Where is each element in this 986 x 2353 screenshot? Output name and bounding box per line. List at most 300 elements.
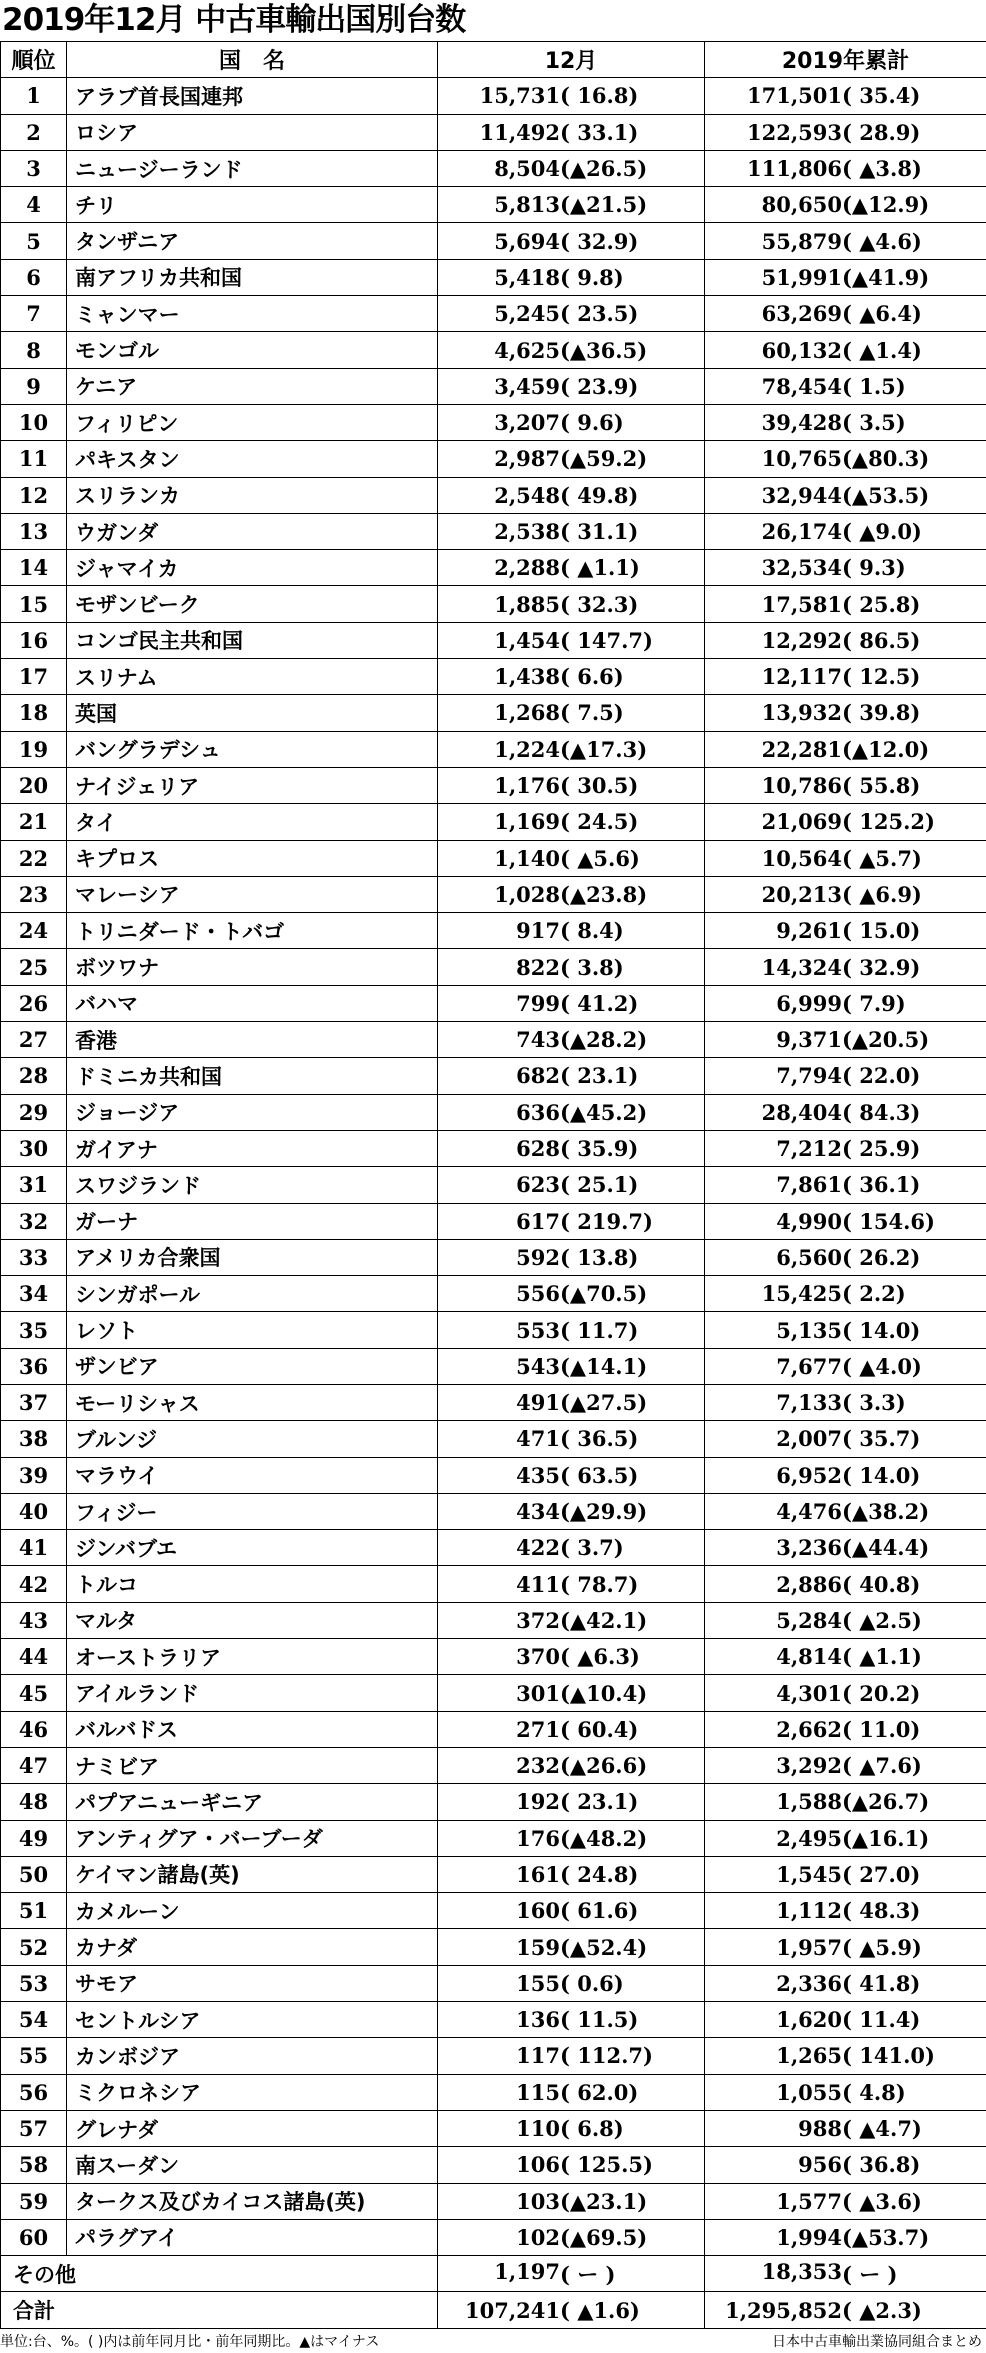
month-cell — [438, 1457, 705, 1493]
rank-cell: 30 — [1, 1130, 67, 1166]
ytd-value: 10,786 — [761, 773, 842, 799]
month-value: 11,492 — [479, 119, 560, 145]
ytd-value: 5,135 — [776, 1317, 842, 1343]
ytd-value: 1,957 — [776, 1934, 842, 1960]
table-row — [1, 1747, 986, 1783]
month-value: 822 — [516, 954, 560, 980]
month-pct: ( 7.5) — [560, 700, 624, 726]
month-cell — [438, 586, 705, 622]
ytd-pct: ( 55.8) — [842, 773, 921, 799]
table-row — [1, 1856, 986, 1892]
ytd-value: 9,371 — [776, 1027, 842, 1053]
table-row — [1, 767, 986, 803]
footnote-units: 単位:台、%。( )内は前年同月比・前年同期比。▲はマイナス — [0, 2334, 380, 2350]
month-pct: ( 36.5) — [560, 1426, 639, 1452]
ytd-cell — [705, 368, 986, 404]
ytd-cell — [705, 223, 986, 259]
ytd-pct: (▲20.5) — [842, 1027, 930, 1053]
ytd-value: 1,588 — [776, 1789, 842, 1815]
table-row — [1, 949, 986, 985]
table-row — [1, 2183, 986, 2219]
month-value: 370 — [516, 1644, 560, 1670]
rank-cell: 47 — [1, 1747, 67, 1783]
ytd-value: 988 — [798, 2116, 842, 2142]
ytd-pct: (▲16.1) — [842, 1825, 930, 1851]
ytd-value: 7,133 — [776, 1390, 842, 1416]
total-ytd-cell — [705, 2292, 986, 2328]
ytd-cell — [705, 1929, 986, 1965]
month-pct: (▲48.2) — [560, 1825, 648, 1851]
month-value: 115 — [516, 2079, 560, 2105]
ytd-pct: ( 141.0) — [842, 2043, 935, 2069]
ytd-value: 1,112 — [776, 1898, 842, 1924]
ytd-pct: ( ▲4.6) — [842, 228, 922, 254]
rank-cell: 3 — [1, 150, 67, 186]
ytd-value: 1,620 — [776, 2007, 842, 2033]
ytd-cell — [705, 1094, 986, 1130]
month-value: 192 — [516, 1789, 560, 1815]
ytd-cell — [705, 2074, 986, 2110]
month-cell — [438, 840, 705, 876]
month-value: 2,987 — [494, 446, 560, 472]
country-cell: コンゴ民主共和国 — [67, 622, 438, 658]
country-cell: アメリカ合衆国 — [67, 1239, 438, 1275]
ytd-pct: ( 11.4) — [842, 2007, 921, 2033]
footnote-source: 日本中古車輸出業協同組合まとめ — [772, 2334, 982, 2350]
month-cell — [438, 1348, 705, 1384]
month-value: 155 — [516, 1970, 560, 1996]
ytd-pct: ( 4.8) — [842, 2079, 906, 2105]
rank-cell: 60 — [1, 2219, 67, 2255]
ytd-value: 55,879 — [761, 228, 842, 254]
ytd-cell — [705, 840, 986, 876]
month-value: 2,538 — [494, 519, 560, 544]
ytd-value: 122,593 — [747, 119, 842, 145]
rank-cell: 22 — [1, 840, 67, 876]
month-value: 1,169 — [494, 809, 560, 835]
month-cell — [438, 949, 705, 985]
month-pct: ( 0.6) — [560, 1970, 624, 1996]
country-cell: フィジー — [67, 1493, 438, 1529]
ytd-value: 32,944 — [761, 482, 842, 508]
ytd-value: 2,007 — [776, 1426, 842, 1452]
month-cell — [438, 1203, 705, 1239]
month-cell — [438, 332, 705, 368]
ytd-value: 10,564 — [761, 845, 842, 871]
month-pct: (▲17.3) — [560, 736, 648, 762]
table-row — [1, 985, 986, 1021]
month-pct: ( 60.4) — [560, 1716, 639, 1742]
rank-cell: 58 — [1, 2147, 67, 2183]
ytd-cell — [705, 2219, 986, 2255]
month-value: 411 — [516, 1571, 560, 1597]
country-cell: ボツワナ — [67, 949, 438, 985]
ytd-cell — [705, 114, 986, 150]
month-value: 636 — [516, 1099, 560, 1125]
month-cell — [438, 1675, 705, 1711]
table-row — [1, 78, 986, 114]
ytd-pct: ( 9.3) — [842, 555, 906, 581]
month-cell — [438, 695, 705, 731]
rank-cell: 52 — [1, 1929, 67, 1965]
month-cell — [438, 1602, 705, 1638]
table-row — [1, 695, 986, 731]
country-cell: 南スーダン — [67, 2147, 438, 2183]
month-pct: (▲23.8) — [560, 881, 648, 907]
ytd-value: 2,495 — [776, 1825, 842, 1851]
month-pct: ( 25.1) — [560, 1172, 639, 1198]
ytd-pct: ( 125.2) — [842, 809, 935, 835]
ytd-value: 26,174 — [761, 519, 842, 544]
month-value: 3,459 — [494, 373, 560, 399]
month-pct: ( 24.5) — [560, 809, 639, 835]
rank-cell: 33 — [1, 1239, 67, 1275]
month-pct: (▲70.5) — [560, 1281, 648, 1307]
ytd-pct: ( ▲3.6) — [842, 2188, 922, 2214]
ytd-value: 3,292 — [776, 1753, 842, 1779]
country-cell: バルバドス — [67, 1711, 438, 1747]
ytd-value: 17,581 — [761, 591, 842, 617]
table-row — [1, 659, 986, 695]
ytd-cell — [705, 2110, 986, 2146]
month-cell — [438, 622, 705, 658]
month-value: 1,454 — [494, 627, 560, 653]
table-row — [1, 296, 986, 332]
ytd-pct: ( 12.5) — [842, 664, 921, 690]
ytd-pct: ( 36.8) — [842, 2152, 921, 2178]
table-row — [1, 1711, 986, 1747]
month-pct: ( 23.5) — [560, 301, 639, 327]
month-cell — [438, 513, 705, 549]
ytd-cell — [705, 1239, 986, 1275]
total-ytd-value: 1,295,852 — [725, 2297, 842, 2323]
rank-cell: 21 — [1, 804, 67, 840]
month-value: 117 — [516, 2043, 560, 2069]
month-cell — [438, 731, 705, 767]
ytd-value: 4,990 — [776, 1208, 842, 1234]
ytd-pct: ( 2.2) — [842, 1281, 906, 1307]
rank-cell: 11 — [1, 441, 67, 477]
ytd-value: 13,932 — [761, 700, 842, 726]
month-cell — [438, 1022, 705, 1058]
country-cell: マルタ — [67, 1602, 438, 1638]
ytd-pct: (▲80.3) — [842, 446, 930, 472]
month-pct: ( 147.7) — [560, 627, 653, 653]
ytd-cell — [705, 1747, 986, 1783]
month-pct: (▲36.5) — [560, 337, 648, 363]
rank-cell: 24 — [1, 913, 67, 949]
month-value: 1,224 — [494, 736, 560, 762]
rank-cell: 10 — [1, 404, 67, 440]
month-cell — [438, 1167, 705, 1203]
month-value: 1,438 — [494, 664, 560, 690]
month-pct: (▲69.5) — [560, 2224, 648, 2250]
month-pct: ( 78.7) — [560, 1571, 639, 1597]
month-value: 617 — [516, 1208, 560, 1234]
month-cell — [438, 804, 705, 840]
ytd-cell — [705, 1276, 986, 1312]
ytd-pct: ( 35.4) — [842, 83, 921, 109]
ytd-value: 78,454 — [761, 373, 842, 399]
ytd-value: 1,055 — [776, 2079, 842, 2105]
country-cell: タンザニア — [67, 223, 438, 259]
rank-cell: 1 — [1, 78, 67, 114]
month-value: 8,504 — [494, 156, 560, 182]
ytd-value: 22,281 — [761, 736, 842, 762]
ytd-cell — [705, 441, 986, 477]
month-value: 435 — [516, 1462, 560, 1488]
table-row — [1, 586, 986, 622]
ytd-pct: ( 26.2) — [842, 1244, 921, 1270]
rank-cell: 6 — [1, 259, 67, 295]
table-row — [1, 876, 986, 912]
ytd-value: 80,650 — [761, 192, 842, 218]
month-value: 592 — [516, 1244, 560, 1270]
table-row — [1, 913, 986, 949]
month-pct: (▲27.5) — [560, 1390, 648, 1416]
rank-cell: 57 — [1, 2110, 67, 2146]
rank-cell: 14 — [1, 550, 67, 586]
ytd-value: 1,265 — [776, 2043, 842, 2069]
month-value: 1,176 — [494, 773, 560, 799]
ytd-cell — [705, 2147, 986, 2183]
month-value: 232 — [516, 1753, 560, 1779]
ytd-pct: ( 154.6) — [842, 1208, 935, 1234]
ytd-cell — [705, 150, 986, 186]
rank-cell: 40 — [1, 1493, 67, 1529]
month-pct: ( 41.2) — [560, 990, 639, 1016]
month-cell — [438, 550, 705, 586]
ytd-pct: ( 3.3) — [842, 1390, 906, 1416]
month-cell — [438, 1784, 705, 1820]
document-title: 2019年12月 中古車輸出国別台数 — [2, 2, 466, 38]
rank-cell: 43 — [1, 1602, 67, 1638]
month-pct: ( 24.8) — [560, 1861, 639, 1887]
ytd-cell — [705, 1130, 986, 1166]
rank-cell: 13 — [1, 513, 67, 549]
ytd-pct: ( ▲4.7) — [842, 2116, 922, 2142]
ytd-cell — [705, 2002, 986, 2038]
table-row — [1, 1893, 986, 1929]
month-cell — [438, 876, 705, 912]
ytd-value: 12,292 — [761, 627, 842, 653]
ytd-value: 4,814 — [776, 1644, 842, 1670]
table-row — [1, 1421, 986, 1457]
table-row — [1, 1094, 986, 1130]
month-value: 799 — [516, 990, 560, 1016]
ytd-pct: ( 3.5) — [842, 410, 906, 436]
month-pct: (▲10.4) — [560, 1680, 648, 1706]
ytd-value: 20,213 — [761, 881, 842, 907]
country-cell: マレーシア — [67, 876, 438, 912]
rank-cell: 18 — [1, 695, 67, 731]
table-row — [1, 404, 986, 440]
month-pct: ( 3.8) — [560, 954, 624, 980]
month-cell — [438, 1493, 705, 1529]
ytd-value: 5,284 — [776, 1607, 842, 1633]
table-row — [1, 2074, 986, 2110]
rank-cell: 27 — [1, 1022, 67, 1058]
month-cell — [438, 477, 705, 513]
month-pct: ( 3.7) — [560, 1535, 624, 1561]
total-month-value: 107,241 — [465, 2297, 560, 2323]
ytd-cell — [705, 695, 986, 731]
month-value: 102 — [516, 2224, 560, 2250]
rank-cell: 9 — [1, 368, 67, 404]
country-cell: スリランカ — [67, 477, 438, 513]
other-ytd-pct: ( ー ) — [842, 2261, 898, 2287]
rank-cell: 5 — [1, 223, 67, 259]
month-cell — [438, 1747, 705, 1783]
ytd-pct: ( 86.5) — [842, 627, 921, 653]
ytd-cell — [705, 659, 986, 695]
ytd-value: 6,560 — [776, 1244, 842, 1270]
month-pct: (▲45.2) — [560, 1099, 648, 1125]
country-cell: バハマ — [67, 985, 438, 1021]
country-cell: ジンバブエ — [67, 1530, 438, 1566]
country-cell: ブルンジ — [67, 1421, 438, 1457]
ytd-cell — [705, 1566, 986, 1602]
month-value: 110 — [516, 2116, 560, 2142]
ytd-cell — [705, 1457, 986, 1493]
ytd-pct: (▲38.2) — [842, 1499, 930, 1525]
country-cell: ウガンダ — [67, 513, 438, 549]
export-table — [0, 41, 986, 2329]
ytd-pct: ( 48.3) — [842, 1898, 921, 1924]
month-cell — [438, 1965, 705, 2001]
table-row — [1, 804, 986, 840]
ytd-cell — [705, 1856, 986, 1892]
ytd-value: 6,952 — [776, 1462, 842, 1488]
month-cell — [438, 441, 705, 477]
ytd-cell — [705, 985, 986, 1021]
table-row — [1, 332, 986, 368]
ytd-value: 2,662 — [776, 1716, 842, 1742]
ytd-pct: ( 25.9) — [842, 1136, 921, 1162]
table-row — [1, 1022, 986, 1058]
ytd-cell — [705, 2183, 986, 2219]
ytd-pct: ( 14.0) — [842, 1462, 921, 1488]
ytd-pct: (▲12.0) — [842, 736, 930, 762]
month-pct: ( ▲1.1) — [560, 555, 640, 581]
country-cell: モーリシャス — [67, 1384, 438, 1420]
ytd-cell — [705, 1167, 986, 1203]
month-value: 5,418 — [494, 264, 560, 290]
month-pct: ( 61.6) — [560, 1898, 639, 1924]
month-value: 1,140 — [494, 845, 560, 871]
ytd-pct: ( 25.8) — [842, 591, 921, 617]
ytd-pct: (▲44.4) — [842, 1535, 930, 1561]
rank-cell: 25 — [1, 949, 67, 985]
month-pct: (▲23.1) — [560, 2188, 648, 2214]
rank-cell: 44 — [1, 1639, 67, 1675]
country-cell: ジャマイカ — [67, 550, 438, 586]
total-month-cell — [438, 2292, 705, 2328]
ytd-cell — [705, 477, 986, 513]
month-pct: ( 32.3) — [560, 591, 639, 617]
ytd-cell — [705, 1965, 986, 2001]
rank-cell: 53 — [1, 1965, 67, 2001]
ytd-pct: (▲53.5) — [842, 482, 930, 508]
month-value: 160 — [516, 1898, 560, 1924]
ytd-value: 7,677 — [776, 1353, 842, 1379]
ytd-value: 32,534 — [761, 555, 842, 581]
ytd-value: 9,261 — [776, 918, 842, 944]
country-cell: キプロス — [67, 840, 438, 876]
table-row — [1, 1566, 986, 1602]
month-cell — [438, 2219, 705, 2255]
ytd-cell — [705, 1893, 986, 1929]
rank-cell: 7 — [1, 296, 67, 332]
country-cell: セントルシア — [67, 2002, 438, 2038]
month-value: 5,694 — [494, 228, 560, 254]
ytd-value: 2,886 — [776, 1571, 842, 1597]
ytd-cell — [705, 876, 986, 912]
rank-cell: 39 — [1, 1457, 67, 1493]
month-pct: ( 11.7) — [560, 1317, 639, 1343]
ytd-pct: ( 7.9) — [842, 990, 906, 1016]
month-pct: ( 9.6) — [560, 410, 624, 436]
month-cell — [438, 2110, 705, 2146]
country-cell: アンティグア・バーブーダ — [67, 1820, 438, 1856]
table-row — [1, 1348, 986, 1384]
ytd-cell — [705, 622, 986, 658]
month-cell — [438, 2183, 705, 2219]
month-cell — [438, 404, 705, 440]
month-value: 743 — [516, 1027, 560, 1053]
country-cell: トリニダード・トバゴ — [67, 913, 438, 949]
ytd-cell — [705, 1058, 986, 1094]
table-row — [1, 1130, 986, 1166]
month-pct: ( 31.1) — [560, 519, 639, 544]
table-row — [1, 1312, 986, 1348]
month-pct: ( 16.8) — [560, 83, 639, 109]
ytd-cell — [705, 1022, 986, 1058]
table-row — [1, 622, 986, 658]
table-row — [1, 1602, 986, 1638]
rank-cell: 23 — [1, 876, 67, 912]
rank-cell: 16 — [1, 622, 67, 658]
country-cell: モザンビーク — [67, 586, 438, 622]
country-cell: マラウイ — [67, 1457, 438, 1493]
rank-cell: 54 — [1, 2002, 67, 2038]
ytd-value: 2,336 — [776, 1970, 842, 1996]
country-cell: ケイマン諸島(英) — [67, 1856, 438, 1892]
country-cell: ミクロネシア — [67, 2074, 438, 2110]
ytd-value: 28,404 — [761, 1099, 842, 1125]
ytd-value: 1,545 — [776, 1861, 842, 1887]
rank-cell: 19 — [1, 731, 67, 767]
ytd-pct: ( 14.0) — [842, 1317, 921, 1343]
ytd-pct: ( 20.2) — [842, 1680, 921, 1706]
rank-cell: 4 — [1, 187, 67, 223]
ytd-pct: ( 35.7) — [842, 1426, 921, 1452]
ytd-value: 1,994 — [776, 2224, 842, 2250]
table-row — [1, 1675, 986, 1711]
country-cell: ナイジェリア — [67, 767, 438, 803]
month-cell — [438, 1530, 705, 1566]
table-row — [1, 477, 986, 513]
country-cell: ニュージーランド — [67, 150, 438, 186]
month-cell — [438, 1711, 705, 1747]
month-value: 917 — [516, 918, 560, 944]
rank-cell: 26 — [1, 985, 67, 1021]
country-cell: ミャンマー — [67, 296, 438, 332]
other-month-pct: ( ー ) — [560, 2261, 616, 2287]
month-pct: (▲59.2) — [560, 446, 648, 472]
ytd-pct: ( 36.1) — [842, 1172, 921, 1198]
month-cell — [438, 114, 705, 150]
